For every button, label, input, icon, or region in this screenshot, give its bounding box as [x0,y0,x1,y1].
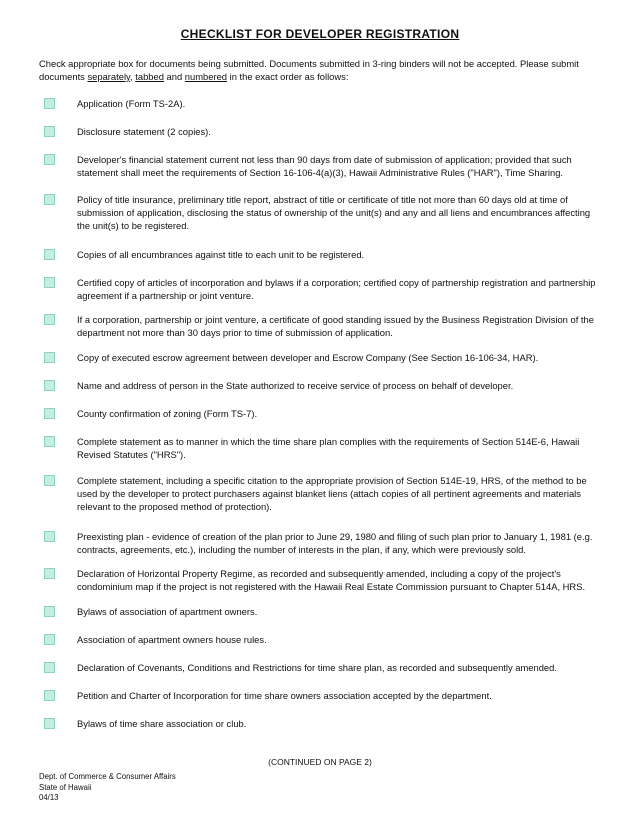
checkbox[interactable] [44,662,55,673]
checklist-item-text: Application (Form TS-2A). [77,98,186,109]
checkbox[interactable] [44,531,55,542]
footer-state: State of Hawaii [39,782,92,792]
checkbox[interactable] [44,154,55,165]
checkbox[interactable] [44,475,55,486]
checklist-item-text: County confirmation of zoning (Form TS-7). [77,408,258,419]
intro-tabbed: tabbed [135,71,164,82]
checkbox[interactable] [44,314,55,325]
checkbox[interactable] [44,277,55,288]
checkbox[interactable] [44,98,55,109]
checklist-item-text: Preexisting plan - evidence of creation of the plan prior to June 29, 1980 and filing of such plan prior to January 1, 1981 (e.g. contracts, agreements, etc.), including the number of interests in the plan, if any, which were previously sold. [77,531,593,556]
intro-lead: Check appropriate box for documents being submitted. Documents submitted in 3-ring binders will not be accepted. Please submit documents [39,58,579,82]
checklist-item-text: Copy of executed escrow agreement between developer and Escrow Company (See Section 16-106-34, HAR). [77,352,539,363]
checkbox[interactable] [44,690,55,701]
checklist-item-text: Declaration of Horizontal Property Regime, as recorded and subsequently amended, including a copy of the project's condominium map if the project is not registered with the Hawaii Real Estate Commission pursuant to Chapter 514A, HRS. [77,568,586,593]
checklist-item-text: Complete statement as to manner in which the time share plan complies with the requirements of Section 514E-6, Hawaii Revised Statutes ("HRS"). [77,436,580,461]
intro-comma: , [130,71,136,82]
checklist-item-text: Declaration of Covenants, Conditions and Restrictions for time share plan, as recorded and subsequently amended. [77,662,557,673]
checkbox[interactable] [44,568,55,579]
checkbox[interactable] [44,606,55,617]
checklist-item-text: Bylaws of association of apartment owners. [77,606,258,617]
checkbox[interactable] [44,408,55,419]
intro-separately: separately [87,71,131,82]
checklist-item-text: Complete statement, including a specific citation to the appropriate provision of Section 514E-19, HRS, of the method to be used by the developer to protect purchasers against blanket liens (attach copies of all pertinent agreements and materials relevant to the proposed method of protection). [77,475,587,513]
checklist-item-text: Policy of title insurance, preliminary title report, abstract of title or certificate of title not more than 60 days old at time of submission of application, disclosing the status of ownership of the unit(s) and any and all liens and encumbrances affecting the unit(s) to be registered. [77,194,591,232]
checklist-item-text: Copies of all encumbrances against title to each unit to be registered. [77,249,365,260]
checklist-item-text: Petition and Charter of Incorporation for time share owners association accepted by the department. [77,690,492,701]
footer [39,772,176,804]
intro-tail: in the exact order as follows: [227,71,349,82]
checkbox[interactable] [44,249,55,260]
footer-revision-date: 04/13 [39,793,59,802]
checkbox[interactable] [44,718,55,729]
checkbox[interactable] [44,380,55,391]
checkbox[interactable] [44,126,55,137]
checkbox[interactable] [44,436,55,447]
checkbox[interactable] [44,352,55,363]
checklist-item-text: If a corporation, partnership or joint venture, a certificate of good standing issued by the Business Registration Division of the department not more than 30 days prior to time of submission of application. [77,314,594,339]
intro-numbered: numbered [184,71,228,82]
footer-department: Dept. of Commerce & Consumer Affairs [39,772,176,781]
checkbox[interactable] [44,634,55,645]
checklist-item-text: Association of apartment owners house rules. [77,634,267,645]
intro-and: and [163,71,185,82]
continued-note: (CONTINUED ON PAGE 2) [268,757,372,767]
checklist-item-text: Disclosure statement (2 copies). [77,126,211,137]
checklist-item-text: Developer's financial statement current not less than 90 days from date of submission of application; provided that such statement shall meet the requirements of Section 16-106-4(a)(3), Hawaii Administrative Rules ("HAR"), Time Sharing. [77,154,572,179]
checklist-item-text: Bylaws of time share association or club. [77,718,247,729]
checkbox[interactable] [44,194,55,205]
page-title: CHECKLIST FOR DEVELOPER REGISTRATION [180,27,460,41]
checklist-item-text: Certified copy of articles of incorporation and bylaws if a corporation; certified copy of partnership registration and partnership agreement if a partnership or joint venture. [77,277,596,302]
instructions-paragraph [39,57,607,83]
checklist-item-text: Name and address of person in the State authorized to receive service of process on behalf of developer. [77,380,514,391]
